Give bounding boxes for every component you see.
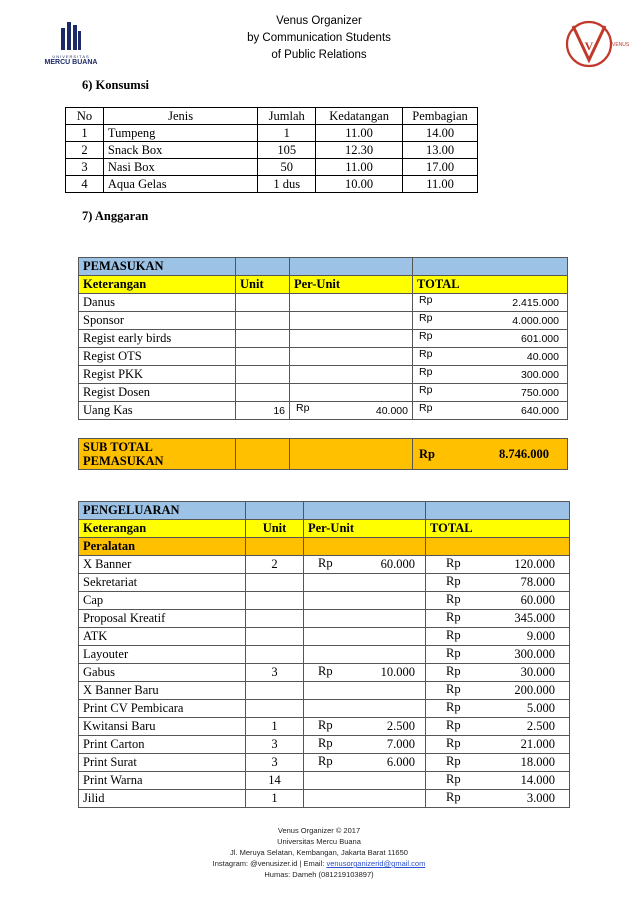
table-row (79, 700, 570, 718)
cell-total (413, 366, 568, 384)
total-currency: Rp (446, 718, 461, 732)
footer-email-link[interactable]: venusorganizerid@gmail.com (326, 859, 426, 868)
subtotal-label-2: PEMASUKAN (83, 454, 164, 468)
cell-unit: 1 (246, 718, 304, 736)
blank-cell (426, 538, 570, 556)
header-pembagian: Pembagian (403, 108, 478, 125)
table-row (79, 294, 568, 312)
cell-total (413, 384, 568, 402)
table-row (79, 402, 568, 420)
cell-jumlah: 1 dus (258, 176, 316, 193)
per-unit-currency: Rp (296, 402, 310, 414)
table-row (79, 718, 570, 736)
cell-per-unit (304, 700, 426, 718)
footer-line-1: Venus Organizer © 2017 (277, 826, 361, 835)
cell-unit: 3 (246, 754, 304, 772)
table-row (79, 556, 570, 574)
blank-cell (236, 439, 290, 470)
cell-unit (246, 646, 304, 664)
category-row (79, 538, 570, 556)
total-value: 3.000 (526, 791, 555, 805)
cell-per-unit (304, 574, 426, 592)
per-unit-currency: Rp (318, 718, 333, 732)
total-currency: Rp (419, 384, 433, 396)
header-per-unit: Per-Unit (290, 276, 413, 294)
table-row (66, 125, 478, 142)
cell-per-unit (304, 628, 426, 646)
header-keterangan: Keterangan (79, 520, 246, 538)
total-currency: Rp (419, 348, 433, 360)
total-value: 30.000 (520, 665, 555, 679)
cell-per-unit (290, 330, 413, 348)
pemasukan-table (78, 257, 568, 420)
cell-unit: 3 (246, 664, 304, 682)
cell-per-unit (290, 366, 413, 384)
blank-cell (246, 538, 304, 556)
total-value: 78.000 (520, 575, 555, 589)
cell-unit: 14 (246, 772, 304, 790)
cell-total (426, 628, 570, 646)
total-currency: Rp (419, 294, 433, 306)
blank-cell (236, 258, 290, 276)
venus-logo-letter: V (584, 39, 594, 53)
cell-keterangan: Uang Kas (79, 402, 236, 420)
cell-keterangan: Print CV Pembicara (79, 700, 246, 718)
cell-per-unit (304, 736, 426, 754)
cell-per-unit (304, 718, 426, 736)
total-currency: Rp (446, 754, 461, 768)
pengeluaran-title: PENGELUARAN (79, 502, 246, 520)
table-row (79, 574, 570, 592)
total-currency: Rp (446, 628, 461, 642)
total-currency: Rp (419, 312, 433, 324)
pemasukan-header-row (79, 276, 568, 294)
cell-kedatangan: 12.30 (316, 142, 403, 159)
subtotal-row (79, 439, 568, 470)
table-row (66, 142, 478, 159)
cell-keterangan: X Banner (79, 556, 246, 574)
cell-per-unit (304, 664, 426, 682)
table-row (66, 176, 478, 193)
per-unit-value: 7.000 (386, 737, 415, 751)
cell-keterangan: Proposal Kreatif (79, 610, 246, 628)
blank-cell (304, 502, 426, 520)
total-value: 345.000 (514, 611, 555, 625)
cell-per-unit (304, 610, 426, 628)
category-label: Peralatan (79, 538, 246, 556)
total-value: 120.000 (514, 557, 555, 571)
cell-jumlah: 50 (258, 159, 316, 176)
cell-total (413, 330, 568, 348)
logo-name-text: MERCU BUANA (44, 59, 98, 66)
cell-keterangan: ATK (79, 628, 246, 646)
table-row (79, 754, 570, 772)
cell-total (426, 754, 570, 772)
cell-unit (236, 294, 290, 312)
total-value: 14.000 (520, 773, 555, 787)
cell-total (426, 772, 570, 790)
total-value: 750.000 (521, 386, 559, 399)
table-row (79, 592, 570, 610)
header-total: TOTAL (426, 520, 570, 538)
total-value: 300.000 (514, 647, 555, 661)
blank-cell (413, 258, 568, 276)
cell-total (413, 402, 568, 420)
total-value: 9.000 (526, 629, 555, 643)
total-currency: Rp (446, 556, 461, 570)
cell-per-unit (290, 312, 413, 330)
total-value: 4.000.000 (512, 314, 559, 327)
footer-line-2: Universitas Mercu Buana (277, 837, 361, 846)
table-header-row (66, 108, 478, 125)
pengeluaran-title-row (79, 502, 570, 520)
cell-total (426, 700, 570, 718)
cell-kedatangan: 11.00 (316, 159, 403, 176)
cell-unit (246, 592, 304, 610)
cell-keterangan: Regist OTS (79, 348, 236, 366)
cell-unit (236, 384, 290, 402)
footer-line-3: Jl. Meruya Selatan, Kembangan, Jakarta Barat 11650 (230, 848, 408, 857)
table-row (66, 159, 478, 176)
subtotal-label-1: SUB TOTAL (83, 440, 153, 454)
table-row (79, 610, 570, 628)
cell-total (426, 610, 570, 628)
venus-logo-icon (563, 16, 630, 72)
cell-pembagian: 17.00 (403, 159, 478, 176)
header-jenis: Jenis (103, 108, 257, 125)
subtotal-value: 8.746.000 (499, 446, 549, 461)
cell-keterangan: Print Surat (79, 754, 246, 772)
cell-keterangan: X Banner Baru (79, 682, 246, 700)
header-line-2: by Communication Students (247, 32, 391, 44)
total-currency: Rp (446, 790, 461, 804)
konsumsi-table (65, 107, 478, 193)
cell-keterangan: Regist early birds (79, 330, 236, 348)
cell-unit (246, 574, 304, 592)
cell-total (426, 574, 570, 592)
venus-logo-word: VENUS (612, 42, 630, 48)
cell-keterangan: Regist PKK (79, 366, 236, 384)
total-value: 21.000 (520, 737, 555, 751)
total-currency: Rp (446, 592, 461, 606)
cell-no: 1 (66, 125, 104, 142)
page-header (0, 13, 638, 64)
cell-total (426, 664, 570, 682)
cell-total (426, 736, 570, 754)
cell-no: 4 (66, 176, 104, 193)
cell-unit (246, 628, 304, 646)
cell-pembagian: 14.00 (403, 125, 478, 142)
cell-per-unit (304, 646, 426, 664)
table-row (79, 312, 568, 330)
total-value: 5.000 (526, 701, 555, 715)
per-unit-currency: Rp (318, 664, 333, 678)
table-row (79, 682, 570, 700)
cell-jenis: Snack Box (103, 142, 257, 159)
cell-unit (246, 700, 304, 718)
header-kedatangan: Kedatangan (316, 108, 403, 125)
cell-keterangan: Print Carton (79, 736, 246, 754)
cell-jenis: Aqua Gelas (103, 176, 257, 193)
per-unit-currency: Rp (318, 754, 333, 768)
cell-keterangan: Cap (79, 592, 246, 610)
cell-per-unit (290, 384, 413, 402)
cell-pembagian: 13.00 (403, 142, 478, 159)
cell-unit (236, 348, 290, 366)
konsumsi-title: 6) Konsumsi (82, 78, 150, 92)
cell-total (426, 718, 570, 736)
cell-no: 2 (66, 142, 104, 159)
cell-keterangan: Layouter (79, 646, 246, 664)
per-unit-currency: Rp (318, 556, 333, 570)
table-row (79, 790, 570, 808)
cell-total (426, 592, 570, 610)
total-currency: Rp (446, 574, 461, 588)
blank-cell (290, 439, 413, 470)
table-row (79, 736, 570, 754)
pengeluaran-table (78, 501, 570, 808)
cell-jenis: Tumpeng (103, 125, 257, 142)
total-currency: Rp (419, 330, 433, 342)
table-row (79, 772, 570, 790)
cell-keterangan: Danus (79, 294, 236, 312)
cell-per-unit (304, 592, 426, 610)
cell-unit: 2 (246, 556, 304, 574)
subtotal-value-cell (413, 439, 568, 470)
blank-cell (246, 502, 304, 520)
cell-per-unit (290, 348, 413, 366)
footer-line-4 (0, 858, 638, 869)
total-currency: Rp (446, 736, 461, 750)
cell-keterangan: Regist Dosen (79, 384, 236, 402)
total-currency: Rp (446, 682, 461, 696)
cell-total (426, 682, 570, 700)
total-currency: Rp (446, 772, 461, 786)
header-total: TOTAL (413, 276, 568, 294)
table-row (79, 384, 568, 402)
cell-pembagian: 11.00 (403, 176, 478, 193)
total-value: 60.000 (520, 593, 555, 607)
footer-line-5: Humas: Dameh (081219103897) (264, 870, 374, 879)
subtotal-label (79, 439, 236, 470)
cell-total (426, 790, 570, 808)
header-per-unit: Per-Unit (304, 520, 426, 538)
total-value: 640.000 (521, 404, 559, 417)
cell-total (413, 294, 568, 312)
cell-kedatangan: 10.00 (316, 176, 403, 193)
cell-keterangan: Print Warna (79, 772, 246, 790)
total-value: 2.415.000 (512, 296, 559, 309)
cell-unit: 3 (246, 736, 304, 754)
total-value: 18.000 (520, 755, 555, 769)
header-line-3: of Public Relations (271, 49, 367, 61)
cell-total (413, 312, 568, 330)
pengeluaran-header-row (79, 520, 570, 538)
cell-per-unit (290, 402, 413, 420)
cell-total (413, 348, 568, 366)
per-unit-currency: Rp (318, 736, 333, 750)
cell-keterangan: Sekretariat (79, 574, 246, 592)
total-currency: Rp (446, 646, 461, 660)
total-value: 601.000 (521, 332, 559, 345)
per-unit-value: 60.000 (380, 557, 415, 571)
cell-total (426, 646, 570, 664)
table-row (79, 664, 570, 682)
table-row (79, 330, 568, 348)
cell-unit: 16 (236, 402, 290, 420)
cell-unit (236, 312, 290, 330)
cell-keterangan: Gabus (79, 664, 246, 682)
cell-kedatangan: 11.00 (316, 125, 403, 142)
table-row (79, 646, 570, 664)
cell-keterangan: Jilid (79, 790, 246, 808)
pemasukan-title: PEMASUKAN (79, 258, 236, 276)
total-value: 300.000 (521, 368, 559, 381)
total-currency: Rp (419, 366, 433, 378)
footer-social: Instagram: @venusizer.id | Email: (212, 859, 327, 868)
pemasukan-title-row (79, 258, 568, 276)
header-unit: Unit (236, 276, 290, 294)
cell-unit (236, 330, 290, 348)
blank-cell (290, 258, 413, 276)
header-keterangan: Keterangan (79, 276, 236, 294)
cell-unit: 1 (246, 790, 304, 808)
cell-per-unit (304, 790, 426, 808)
total-currency: Rp (446, 700, 461, 714)
table-row (79, 348, 568, 366)
total-value: 40.000 (526, 350, 559, 363)
logo-small-text: UNIVERSITAS (52, 54, 90, 59)
cell-keterangan: Kwitansi Baru (79, 718, 246, 736)
header-line-1: Venus Organizer (276, 15, 362, 27)
cell-per-unit (290, 294, 413, 312)
cell-unit (246, 682, 304, 700)
cell-per-unit (304, 754, 426, 772)
per-unit-value: 40.000 (375, 404, 408, 417)
header-unit: Unit (246, 520, 304, 538)
blank-cell (426, 502, 570, 520)
anggaran-title: 7) Anggaran (82, 209, 149, 223)
cell-keterangan: Sponsor (79, 312, 236, 330)
cell-total (426, 556, 570, 574)
header-no: No (66, 108, 104, 125)
cell-unit (236, 366, 290, 384)
header-jumlah: Jumlah (258, 108, 316, 125)
cell-jumlah: 105 (258, 142, 316, 159)
cell-per-unit (304, 682, 426, 700)
total-value: 200.000 (514, 683, 555, 697)
total-currency: Rp (419, 402, 433, 414)
cell-no: 3 (66, 159, 104, 176)
total-value: 2.500 (526, 719, 555, 733)
cell-per-unit (304, 556, 426, 574)
per-unit-value: 6.000 (386, 755, 415, 769)
cell-per-unit (304, 772, 426, 790)
per-unit-value: 10.000 (380, 665, 415, 679)
subtotal-table (78, 438, 568, 470)
table-row (79, 366, 568, 384)
total-currency: Rp (446, 610, 461, 624)
cell-jumlah: 1 (258, 125, 316, 142)
per-unit-value: 2.500 (386, 719, 415, 733)
cell-jenis: Nasi Box (103, 159, 257, 176)
table-row (79, 628, 570, 646)
blank-cell (304, 538, 426, 556)
page-footer (0, 825, 638, 880)
total-currency: Rp (446, 664, 461, 678)
cell-unit (246, 610, 304, 628)
subtotal-rp: Rp (419, 447, 435, 461)
